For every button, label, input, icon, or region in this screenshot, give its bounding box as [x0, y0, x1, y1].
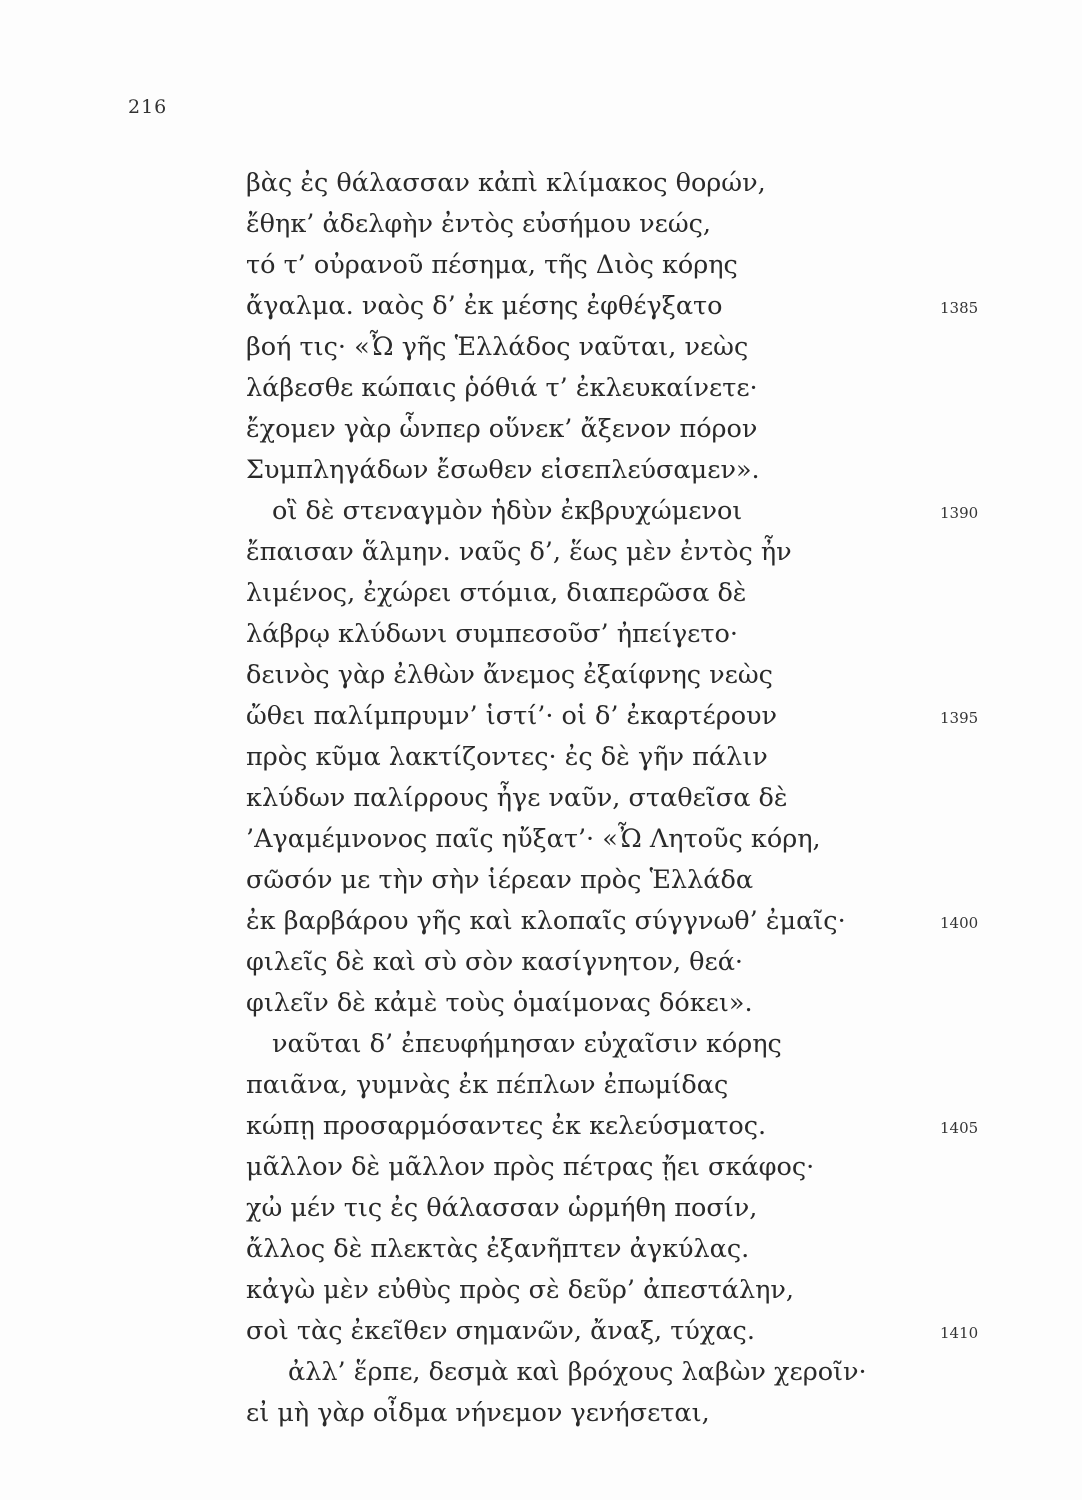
- verse-line: βοή τις· «Ὦ γῆς Ἑλλάδος ναῦται, νεὼς: [246, 332, 749, 362]
- verse-line: δεινὸς γὰρ ἐλθὼν ἄνεμος ἐξαίφνης νεὼς: [246, 660, 773, 690]
- verse-line: ὤθει παλίμπρυμν’ ἱστί’· οἱ δ’ ἐκαρτέρουν: [246, 701, 778, 731]
- verse-line: ’Αγαμέμνονος παῖς ηὔξατ’· «Ὦ Λητοῦς κόρη,: [246, 824, 821, 854]
- verse-line: φιλεῖν δὲ κἀμὲ τοὺς ὁμαίμονας δόκει».: [246, 988, 753, 1018]
- verse-line: κώπῃ προσαρμόσαντες ἐκ κελεύσματος.: [246, 1111, 767, 1141]
- verse-line: παιᾶνα, γυμνὰς ἐκ πέπλων ἐπωμίδας: [246, 1070, 729, 1100]
- verse-line: σοὶ τὰς ἐκεῖθεν σημανῶν, ἄναξ, τύχας.: [246, 1316, 755, 1346]
- verse-line: βὰς ἐς θάλασσαν κἀπὶ κλίμακος θορών,: [246, 168, 766, 198]
- verse-line: κλύδων παλίρρους ἦγε ναῦν, σταθεῖσα δὲ: [246, 783, 788, 813]
- verse-line: εἰ μὴ γὰρ οἶδμα νήνεμον γενήσεται,: [246, 1398, 710, 1428]
- line-number: 1405: [940, 1119, 979, 1137]
- verse-line: ἔθηκ’ ἀδελφὴν ἐντὸς εὐσήμου νεώς,: [246, 209, 712, 239]
- verse-line: ἀλλ’ ἕρπε, δεσμὰ καὶ βρόχους λαβὼν χεροῖν·: [288, 1357, 867, 1387]
- verse-line: ναῦται δ’ ἐπευφήμησαν εὐχαῖσιν κόρης: [272, 1029, 782, 1059]
- verse-line: ἔχομεν γὰρ ὧνπερ οὕνεκ’ ἄξενον πόρον: [246, 414, 758, 444]
- verse-line: σῶσόν με τὴν σὴν ἱέρεαν πρὸς Ἑλλάδα: [246, 865, 754, 895]
- show-through-margin-left: [138, 130, 198, 730]
- page-number: 216: [128, 96, 168, 118]
- verse-line: φιλεῖς δὲ καὶ σὺ σὸν κασίγνητον, θεά·: [246, 947, 744, 977]
- verse-line: Συμπληγάδων ἔσωθεν εἰσεπλεύσαμεν».: [246, 455, 760, 485]
- verse-line: χὠ μέν τις ἐς θάλασσαν ὡρμήθη ποσίν,: [246, 1193, 758, 1223]
- verse-line: ἔπαισαν ἅλμην. ναῦς δ’, ἕως μὲν ἐντὸς ἦν: [246, 537, 792, 567]
- line-number: 1410: [940, 1324, 979, 1342]
- verse-line: λάβρῳ κλύδωνι συμπεσοῦσ’ ἠπείγετο·: [246, 619, 738, 649]
- verse-line: ἐκ βαρβάρου γῆς καὶ κλοπαῖς σύγγνωθ’ ἐμαῖς·: [246, 906, 846, 936]
- verse-line: πρὸς κῦμα λακτίζοντες· ἐς δὲ γῆν πάλιν: [246, 742, 768, 772]
- verse-line: ἄγαλμα. ναὸς δ’ ἐκ μέσης ἐφθέγξατο: [246, 291, 723, 321]
- line-number: 1390: [940, 504, 979, 522]
- verse-line: μᾶλλον δὲ μᾶλλον πρὸς πέτρας ᾔει σκάφος·: [246, 1152, 815, 1182]
- line-number: 1385: [940, 299, 979, 317]
- line-number: 1400: [940, 914, 979, 932]
- verse-line: οἳ δὲ στεναγμὸν ἡδὺν ἐκβρυχώμενοι: [272, 496, 743, 526]
- verse-line: ἄλλος δὲ πλεκτὰς ἐξανῆπτεν ἀγκύλας.: [246, 1234, 750, 1264]
- line-number: 1395: [940, 709, 979, 727]
- verse-line: λάβεσθε κώπαις ῥόθιά τ’ ἐκλευκαίνετε·: [246, 373, 758, 403]
- verse-line: τό τ’ οὐρανοῦ πέσημα, τῆς Διὸς κόρης: [246, 250, 738, 280]
- verse-line: λιμένος, ἐχώρει στόμια, διαπερῶσα δὲ: [246, 578, 747, 608]
- verse-line: κἀγὼ μὲν εὐθὺς πρὸς σὲ δεῦρ’ ἀπεστάλην,: [246, 1275, 795, 1305]
